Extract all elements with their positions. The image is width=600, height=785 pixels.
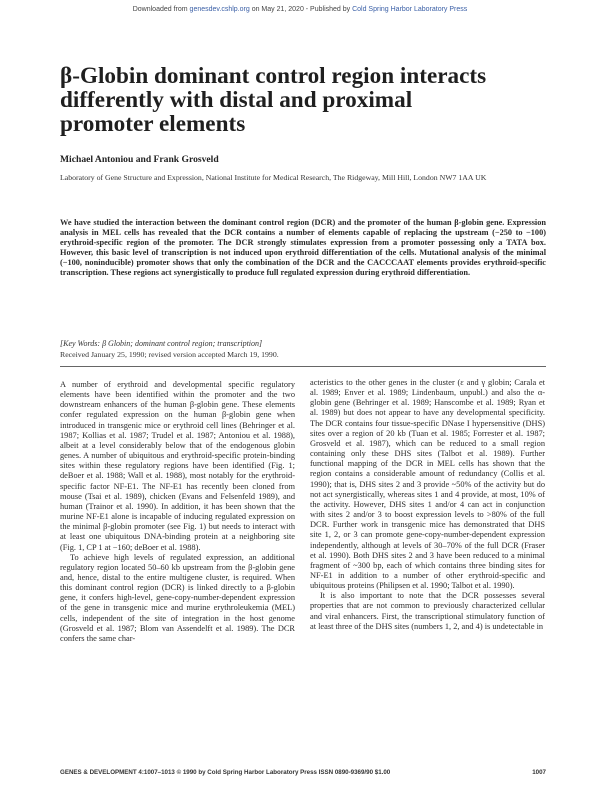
page-number: 1007 (532, 769, 546, 776)
banner-prefix: Downloaded from (132, 6, 188, 13)
body-column-right (310, 378, 545, 632)
authors: Michael Antoniou and Frank Grosveld (60, 154, 219, 165)
publisher-link[interactable]: Cold Spring Harbor Laboratory Press (352, 6, 468, 13)
body-paragraph: It is also important to note that the DCR possesses several properties that are not common to previously characterized cellular and viral enhancers. First, the transcriptional stimulatory function of at least three of the DHS sites (numbers 1, 2, and 4) is undetectable in (310, 591, 545, 631)
abstract: We have studied the interaction between the dominant control region (DCR) and the promoter of the human β-globin gene. Expression analysis in MEL cells has revealed that the DCR contains a number of elements capable of replacing the upstream (−250 to −100) erythroid-specific region of the promoter. The DCR strongly stimulates expression from a promoter possessing only a TATA box. However, this basic level of transcription is not induced upon erythroid differentiation of the cells. Mutational analysis of the minimal (−100, noninducible) promoter shows that only the combination of the DCR and the CACCCAAT elements provides erythroid-specific transcription. These regions act synergistically to produce full regulated expression during erythroid differentiation. (60, 218, 546, 277)
site-link[interactable]: genesdev.cshlp.org (189, 6, 250, 13)
body-column-left (60, 380, 295, 644)
keywords: [Key Words: β Globin; dominant control region; transcription] (60, 339, 263, 348)
body-paragraph: To achieve high levels of regulated expression, an additional regulatory region located 50–60 kb upstream from the β-globin gene and, hence, distal to the entire multigene cluster, is required. When this dominant control region (DCR) is linked directly to a β-globin gene, it confers high-level, gene-copy-number-dependent expression of the gene in transgenic mice and murine erythroleukemia (MEL) cells, independent of the site of integration in the host genome (Grosveld et al. 1987; Blom van Assendelft et al. 1989). The DCR confers the same char- (60, 552, 295, 643)
body-paragraph: acteristics to the other genes in the cluster (ε and γ globin; Carala et al. 1989; Enver et al. 1989; Lindenbaum, unpubl.) and also the α-globin gene (Behringer et al. 1989; Hanscombe et al. 1989; Ryan et al. 1989) but does not appear to have any developmental specificity. The DCR contains four tissue-specific DNase I hypersensitive (DHS) sites over a region of 20 kb (Tuan et al. 1985; Forrester et al. 1987; Grosveld et al. 1987), which can be reduced to a small region containing only these DHS sites (Talbot et al. 1989). Further functional mapping of the DCR in MEL cells has shown that the region contains a considerable amount of redundancy (Collis et al. 1990); that is, DHS sites 2 and 3 provide ~50% of the activity but do not act synergistically, whereas sites 1 and 4 provide, at most, 10% of the activity. However, DHS sites 1 and/or 4 can act in conjunction with sites 2 and/or 3 to boost expression levels to >80% of the full DCR. Further work in transgenic mice has demonstrated that DHS site 1, 2, or 3 can promote gene-copy-number-dependent expression independently, although at levels of 30–70% of the full DCR (Fraser et al. 1990). Both DHS sites 2 and 3 have been reduced to a minimal fragment of ~300 bp, each of which contains three binding sites for NF-E1 in addition to a number of other erythroid-specific and ubiquitous proteins (Philipsen et al. 1990; Talbot et al. 1990). (310, 378, 545, 591)
banner-middle: on May 21, 2020 - Published by (251, 6, 351, 13)
page-footer (60, 769, 546, 776)
journal-citation: GENES & DEVELOPMENT 4:1007–1013 © 1990 by Cold Spring Harbor Laboratory Press ISSN 0890-9369/90 $1.00 (60, 769, 391, 776)
body-paragraph: A number of erythroid and developmental specific regulatory elements have been identified within the promoter and the two downstream enhancers of the human β-globin gene. These elements confer regulated expression on the human β-globin gene when introduced in transgenic mice or erythroid cell lines (Behringer et al. 1987; Kollias et al. 1987; Trudel et al. 1987; Antoniou et al. 1988), albeit at a level considerably below that of the endogenous globin genes. A number of ubiquitous and erythroid-specific protein-binding sites within these regulatory regions have been identified (Fig. 1; deBoer et al. 1988; Wall et al. 1988), most notably for the erythroid-specific factor NF-E1. The NF-E1 has recently been cloned from mouse (Tsai et al. 1989), chicken (Evans and Felsenfeld 1989), and human (Trainor et al. 1990). In addition, it has been shown that the murine NF-E1 alone is incapable of inducing regulated expression on the minimal β-globin promoter (see Fig. 1) but needs to interact with at least one ubiquitous DNA-binding protein at a neighboring site (Fig. 1, CP 1 at −160; deBoer et al. 1988). (60, 380, 295, 552)
article-title: β-Globin dominant control region interacts differently with distal and proximal promoter elements (60, 63, 487, 137)
received-date: Received January 25, 1990; revised version accepted March 19, 1990. (60, 350, 279, 359)
section-divider (60, 366, 546, 367)
affiliation: Laboratory of Gene Structure and Expression, National Institute for Medical Research, The Ridgeway, Mill Hill, London NW7 1AA UK (60, 173, 487, 182)
download-banner (0, 6, 600, 13)
